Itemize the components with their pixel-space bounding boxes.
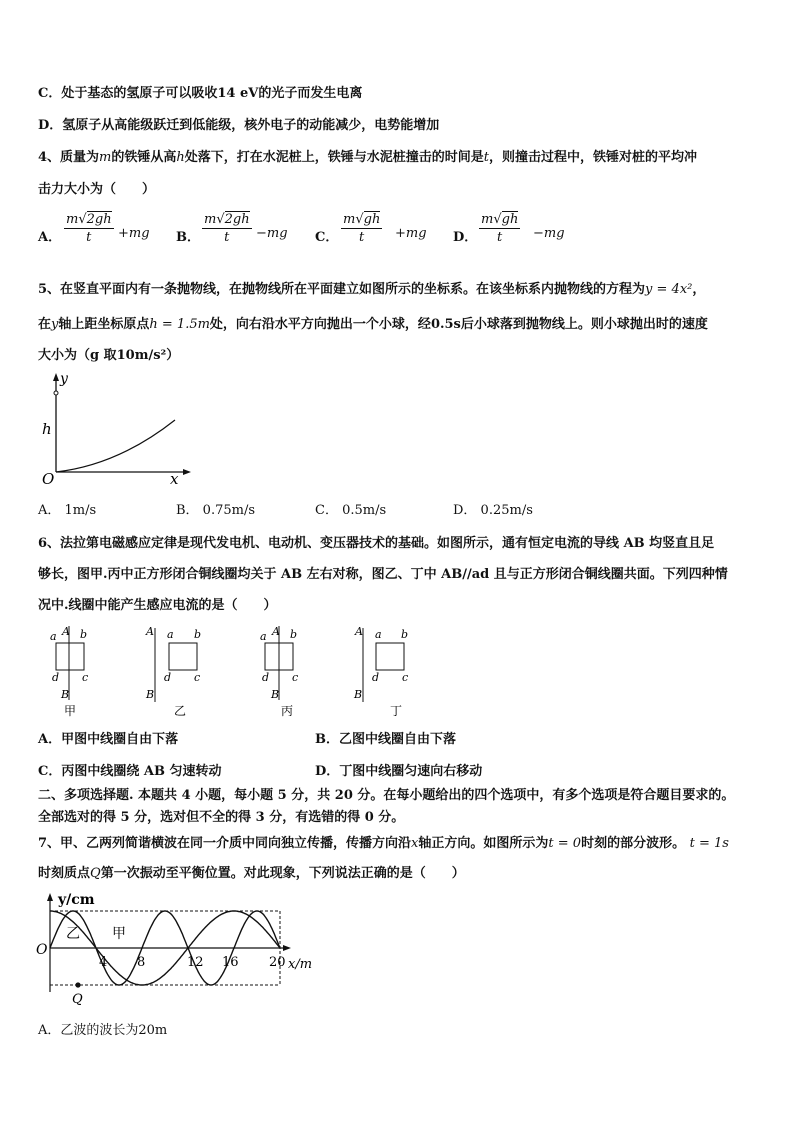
- numerator-mass: m: [481, 212, 494, 227]
- q7-label-yi: 乙: [66, 926, 80, 942]
- q7-line1-a: 7、甲、乙两列简谐横波在同一介质中同向独立传播，传播方向沿: [38, 836, 412, 851]
- q4-option-a-tail: +mg: [118, 226, 150, 241]
- label-a: a: [375, 628, 382, 641]
- q4-option-d-tail: −mg: [533, 226, 565, 241]
- fraction-numerator: [202, 212, 252, 229]
- q5-line2: [38, 313, 708, 332]
- q7-t0: t = 0: [548, 836, 582, 851]
- sqrt-icon: √: [493, 212, 502, 227]
- radicand: 2gh: [86, 212, 112, 227]
- radicand: gh: [363, 212, 381, 227]
- caption-jia: 甲: [64, 704, 77, 718]
- label-b: b: [80, 628, 88, 641]
- sqrt-icon: √: [216, 212, 225, 227]
- label-a-upper: A: [146, 625, 154, 638]
- q5-option-b: B． 0.75m/s: [176, 503, 256, 518]
- q7-line2-b: 第一次振动至平衡位置。对此现象，下列说法正确的是（ ）: [100, 866, 465, 881]
- numerator-mass: m: [343, 212, 356, 227]
- q5-line3: 大小为（g 取10m/s²）: [38, 348, 180, 363]
- q4-option-c-tail: +mg: [395, 226, 427, 241]
- q7-line1-b: 轴正方向。如图所示为: [418, 836, 549, 851]
- q6-line1: 6、法拉第电磁感应定律是现代发电机、电动机、变压器技术的基础。如图所示，通有恒定电流的导线 AB 均竖直且足: [38, 536, 715, 551]
- q7-line2: [38, 862, 465, 881]
- q5-line2-b: 轴上距坐标原点: [58, 317, 150, 332]
- label-b: b: [401, 628, 409, 641]
- q6-option-a: A．甲图中线圈自由下落: [38, 732, 179, 747]
- label-d: d: [262, 671, 270, 684]
- q5-line1-a: 5、在竖直平面内有一条抛物线，在抛物线所在平面建立如图所示的坐标系。在该坐标系内抛物线的方程为: [38, 282, 646, 297]
- q4-option-d-fraction: [479, 212, 520, 245]
- q4-stem-d: ，则撞击过程中，铁锤对桩的平均冲: [489, 150, 698, 165]
- fraction-numerator: [341, 212, 382, 229]
- q5-y-arrow: [53, 373, 59, 381]
- fraction-denominator: t: [86, 230, 92, 245]
- q4-var-h: h: [176, 150, 185, 165]
- q7-label-jia: 甲: [112, 926, 126, 942]
- q7-fig-origin: O: [36, 942, 48, 958]
- option-c-line: C．处于基态的氢原子可以吸收14 eV的光子而发生电离: [38, 86, 363, 101]
- q4-option-a-label: A．: [38, 230, 62, 245]
- q5-x-arrow: [183, 469, 191, 475]
- label-c: c: [292, 671, 299, 684]
- coil-square: [169, 643, 197, 670]
- q7-var-q: Q: [90, 866, 101, 881]
- q5-var-t: 0.5s: [430, 317, 461, 332]
- fraction-numerator: [64, 212, 114, 229]
- q5-option-a: A． 1m/s: [38, 503, 97, 518]
- q4-stem-c: 处落下，打在水泥桩上，铁锤与水泥桩撞击的时间是: [184, 150, 484, 165]
- q7-fig-xlabel: x/m: [288, 957, 313, 972]
- q4-option-c-label: C．: [315, 230, 339, 245]
- q4-stem-a: 4、质量为: [38, 150, 100, 165]
- q7-tick-4: 4: [99, 955, 108, 970]
- q7-tick-20: 20: [269, 955, 286, 970]
- q4-stem-b: 的铁锤从高: [111, 150, 177, 165]
- q5-parabola-figure: [38, 370, 198, 490]
- q7-wave-figure: [34, 888, 334, 1008]
- section2-line1: 二、多项选择题. 本题共 4 小题，每小题 5 分，共 20 分。在每小题给出的四个选项中，有多个选项是符合题目要求的。: [38, 788, 735, 803]
- q5-launch-point: [54, 391, 58, 395]
- q5-fig-y-label: y: [60, 371, 68, 387]
- radicand: gh: [501, 212, 519, 227]
- q7-point-q: [75, 982, 80, 987]
- q7-y-arrow: [47, 893, 53, 901]
- q7-tick-16: 16: [222, 955, 239, 970]
- label-a: a: [260, 630, 267, 643]
- q4-option-b-tail: −mg: [256, 226, 288, 241]
- q6-coil-figures: [48, 622, 428, 720]
- q6-figure-ding: [353, 625, 408, 718]
- q5-fig-h-label: h: [42, 420, 52, 438]
- q6-line2: 够长，图甲.丙中正方形闭合铜线圈均关于 AB 左右对称，图乙、丁中 AB//ad 且与正方形闭合铜线圈共面。下列四种情: [38, 567, 728, 582]
- q7-tick-8: 8: [137, 955, 146, 970]
- q5-line1: [38, 278, 705, 297]
- label-d: d: [372, 671, 380, 684]
- q4-option-d-label: D．: [453, 230, 478, 245]
- q4-option-b-label: B．: [176, 230, 200, 245]
- label-a-upper: A: [355, 625, 363, 638]
- q5-option-d: D． 0.25m/s: [453, 503, 533, 518]
- fraction-denominator: t: [224, 230, 230, 245]
- option-d-line: D．氢原子从高能级跃迁到低能级，核外电子的动能减少，电势能增加: [38, 118, 440, 133]
- q7-var-x: x: [411, 836, 419, 851]
- q7-line2-a: 时刻质点: [38, 866, 91, 881]
- section2-line2: 全部选对的得 5 分，选对但不全的得 3 分，有选错的得 0 分。: [38, 810, 405, 825]
- q5-parabola: [56, 420, 175, 472]
- sqrt-icon: √: [355, 212, 364, 227]
- q5-line2-c: 处，向右沿水平方向抛出一个小球，经: [209, 317, 431, 332]
- q7-fig-ylabel: y/cm: [58, 892, 95, 908]
- q7-x-arrow: [283, 945, 291, 951]
- q5-equation: y = 4x²: [645, 282, 693, 297]
- q7-tick-12: 12: [187, 955, 204, 970]
- label-d: d: [164, 671, 172, 684]
- label-c: c: [82, 671, 89, 684]
- label-b-upper: B: [146, 688, 155, 701]
- q6-line3: 况中.线圈中能产生感应电流的是（ ）: [38, 598, 277, 613]
- label-a: a: [50, 630, 57, 643]
- q7-line1: [38, 832, 729, 851]
- label-c: c: [194, 671, 201, 684]
- q5-line2-a: 在: [38, 317, 52, 332]
- fraction-denominator: t: [359, 230, 365, 245]
- label-b-upper: B: [271, 688, 280, 701]
- q5-var-y: y: [51, 317, 59, 332]
- q6-option-b: B．乙图中线圈自由下落: [315, 732, 456, 747]
- sqrt-icon: √: [78, 212, 87, 227]
- q4-var-t: t: [483, 150, 490, 165]
- label-a: a: [167, 628, 174, 641]
- q5-var-h: h = 1.5m: [149, 317, 210, 332]
- q4-option-c-fraction: [341, 212, 382, 245]
- q5-option-c: C． 0.5m/s: [315, 503, 387, 518]
- caption-ding: 丁: [390, 704, 403, 718]
- label-b: b: [290, 628, 298, 641]
- label-a-upper: A: [272, 625, 280, 638]
- q4-stem-line2: 击力大小为（ ）: [38, 182, 156, 197]
- q6-figure-bing: [260, 625, 298, 718]
- q6-option-d: D．丁图中线圈匀速向右移动: [315, 764, 483, 779]
- label-b-upper: B: [354, 688, 363, 701]
- q7-line1-c: 时刻的部分波形。: [581, 836, 686, 851]
- fraction-denominator: t: [497, 230, 503, 245]
- label-c: c: [402, 671, 409, 684]
- q7-option-a: A．乙波的波长为20m: [38, 1023, 168, 1038]
- q5-line1-b: ，: [692, 282, 706, 297]
- q5-fig-x-label: x: [170, 470, 179, 488]
- caption-yi: 乙: [174, 704, 187, 718]
- numerator-mass: m: [204, 212, 217, 227]
- coil-square: [376, 643, 404, 670]
- label-b-upper: B: [61, 688, 70, 701]
- q6-option-c: C．丙图中线圈绕 AB 匀速转动: [38, 764, 222, 779]
- q5-fig-origin-label: O: [42, 470, 55, 488]
- label-d: d: [52, 671, 60, 684]
- q6-figure-jia: [50, 625, 88, 718]
- label-a-upper: A: [62, 625, 70, 638]
- fraction-numerator: [479, 212, 520, 229]
- q4-stem-line1: [38, 146, 697, 165]
- radicand: 2gh: [224, 212, 250, 227]
- label-b: b: [194, 628, 202, 641]
- q6-figure-yi: [145, 625, 201, 718]
- q7-t1: t = 1s: [689, 836, 729, 851]
- caption-bing: 丙: [281, 704, 294, 718]
- numerator-mass: m: [66, 212, 79, 227]
- coil-square: [56, 643, 84, 670]
- q4-option-a-fraction: [64, 212, 114, 245]
- q4-var-m: m: [99, 150, 112, 165]
- q7-label-q: Q: [72, 992, 83, 1007]
- q5-line2-d: 后小球落到抛物线上。则小球抛出时的速度: [460, 317, 708, 332]
- q4-option-b-fraction: [202, 212, 252, 245]
